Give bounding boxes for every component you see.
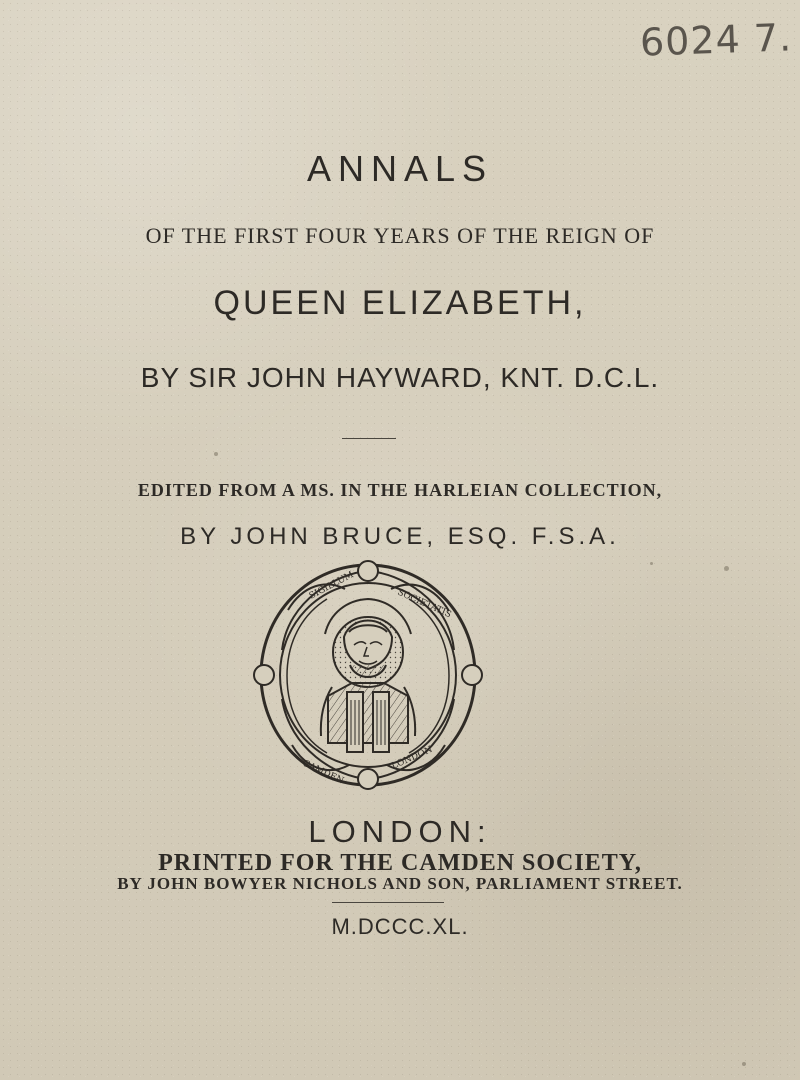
- book-title: ANNALS: [306, 148, 494, 189]
- paper-spot: [724, 566, 729, 571]
- svg-text:LONDON: LONDON: [390, 744, 435, 772]
- svg-text:SOCIETATIS: SOCIETATIS: [395, 587, 453, 621]
- edited-from-line: EDITED FROM A MS. IN THE HARLEIAN COLLECTION,: [137, 480, 663, 500]
- editor-line: BY JOHN BRUCE, ESQ. F.S.A.: [180, 523, 620, 550]
- section-divider: [342, 438, 396, 439]
- queen-name: QUEEN ELIZABETH,: [213, 284, 587, 322]
- date-divider: [332, 902, 444, 903]
- publication-date: M.DCCC.XL.: [331, 914, 469, 939]
- paper-spot: [214, 452, 218, 456]
- city-line: LONDON:: [308, 814, 492, 849]
- catalogue-number: 6024 7.: [639, 15, 793, 65]
- paper-spot: [650, 562, 653, 565]
- printed-for-line: PRINTED FOR THE CAMDEN SOCIETY,: [158, 850, 642, 876]
- paper-spot: [742, 1062, 746, 1066]
- book-subtitle: OF THE FIRST FOUR YEARS OF THE REIGN OF: [145, 223, 655, 248]
- svg-text:CAMDEN: CAMDEN: [300, 758, 346, 787]
- camden-society-seal-icon: [248, 555, 488, 795]
- svg-text:SIGILLUM: SIGILLUM: [307, 569, 356, 602]
- printer-line: BY JOHN BOWYER NICHOLS AND SON, PARLIAMENT STREET.: [117, 874, 683, 893]
- author-line: BY SIR JOHN HAYWARD, KNT. D.C.L.: [140, 362, 660, 393]
